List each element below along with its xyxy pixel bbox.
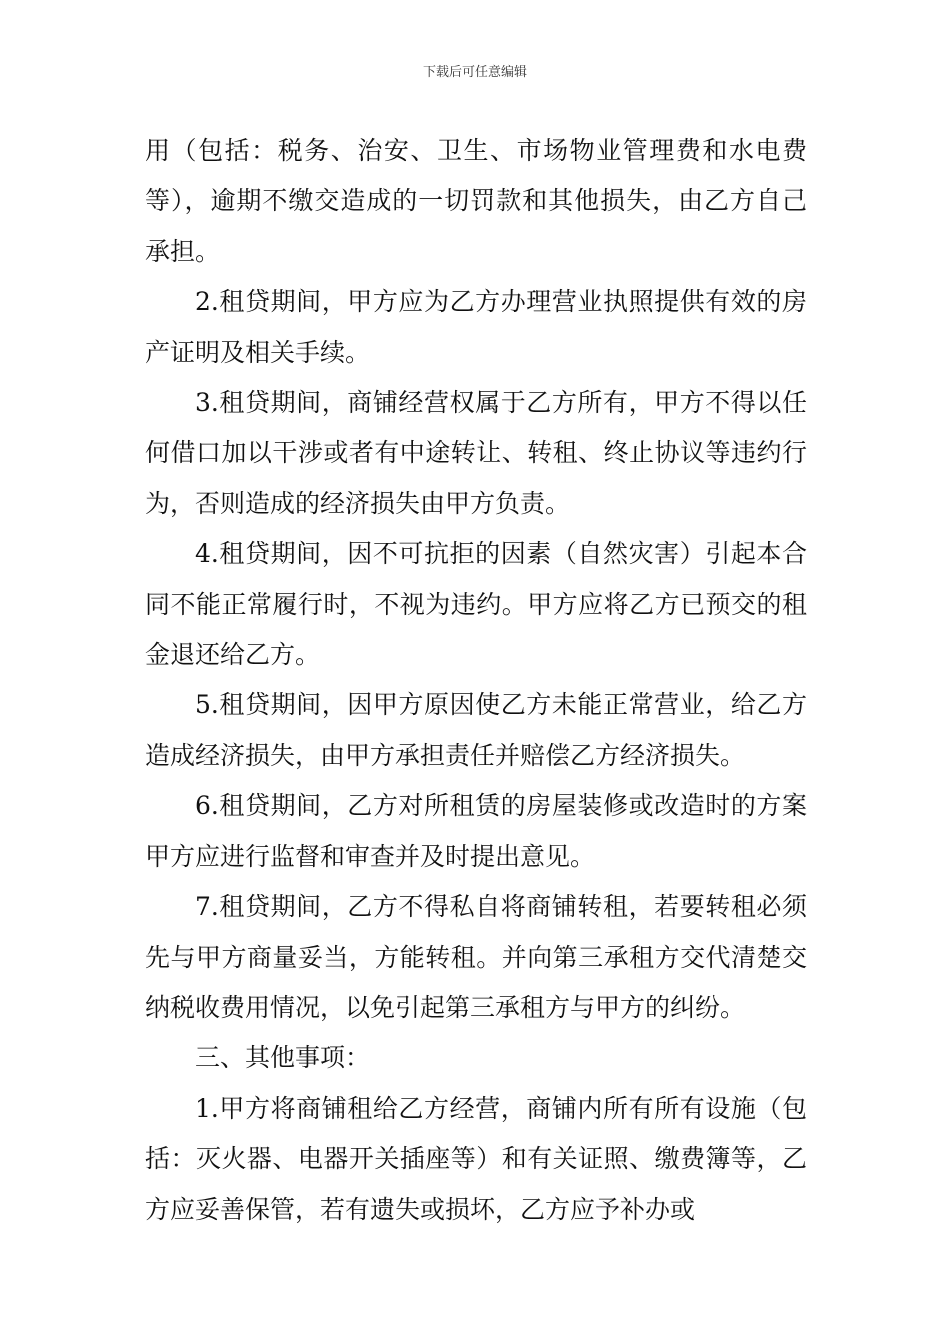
paragraph-clause-3: 3.租贷期间，商铺经营权属于乙方所有，甲方不得以任何借口加以干涉或者有中途转让、转租、终止协议等违约行为，否则造成的经济损失由甲方负责。: [145, 388, 807, 518]
document-body: [145, 126, 807, 1235]
paragraph-clause-2: 2.租贷期间，甲方应为乙方办理营业执照提供有效的房产证明及相关手续。: [145, 287, 807, 367]
page-header: 下载后可任意编辑: [422, 65, 527, 80]
paragraph-continuation: 用（包括：税务、治安、卫生、市场物业管理费和水电费等），逾期不缴交造成的一切罚款和其他损失，由乙方自己承担。: [145, 136, 807, 266]
paragraph-clause-6: 6.租贷期间，乙方对所租赁的房屋装修或改造时的方案甲方应进行监督和审查并及时提出意见。: [145, 791, 807, 871]
paragraph-clause-4: 4.租贷期间，因不可抗拒的因素（自然灾害）引起本合同不能正常履行时，不视为违约。甲方应将乙方已预交的租金退还给乙方。: [145, 539, 807, 670]
paragraph-clause-5: 5.租贷期间，因甲方原因使乙方未能正常营业，给乙方造成经济损失，由甲方承担责任并赔偿乙方经济损失。: [145, 690, 807, 770]
paragraph-other-1: 1.甲方将商铺租给乙方经营，商铺内所有所有设施（包括：灭火器、电器开关插座等）和有关证照、缴费簿等，乙方应妥善保管，若有遗失或损坏，乙方应予补办或: [145, 1093, 807, 1224]
section-heading-other-matters: 三、其他事项：: [195, 1043, 371, 1073]
paragraph-clause-7: 7.租贷期间，乙方不得私自将商铺转租，若要转租必须先与甲方商量妥当，方能转租。并向第三承租方交代清楚交纳税收费用情况，以免引起第三承租方与甲方的纠纷。: [145, 892, 807, 1022]
